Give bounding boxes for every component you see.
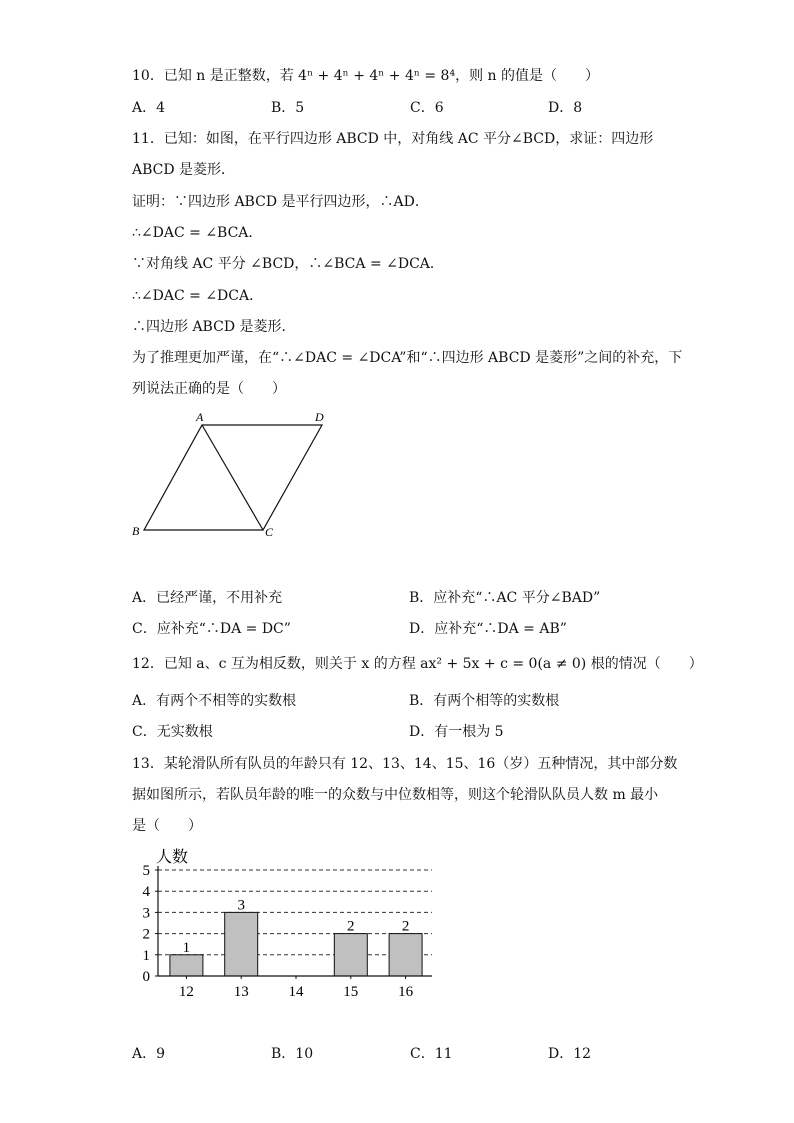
q11-stem-line2: ABCD 是菱形． bbox=[132, 162, 236, 178]
q10-stem: 10．已知 n 是正整数，若 4ⁿ + 4ⁿ + 4ⁿ + 4ⁿ = 8⁴，则 n 的值是（ ） bbox=[132, 68, 599, 84]
q11-option-b[interactable]: B．应补充“∴AC 平分∠BAD” bbox=[409, 590, 601, 606]
q13-stem-line2: 据如图所示，若队员年龄的唯一的众数与中位数相等，则这个轮滑队队员人数 m 最小 bbox=[132, 787, 659, 803]
q13-option-d[interactable]: D．12 bbox=[548, 1046, 592, 1062]
q13-option-c[interactable]: C．11 bbox=[410, 1046, 453, 1062]
q10-option-d[interactable]: D．8 bbox=[548, 100, 583, 116]
diagonal-ac bbox=[202, 425, 263, 530]
q12-option-b[interactable]: B．有两个相等的实数根 bbox=[409, 693, 560, 709]
q11-proof-line5: ∴四边形 ABCD 是菱形． bbox=[132, 319, 296, 335]
vertex-label-d: D bbox=[315, 410, 324, 424]
q12-option-a[interactable]: A．有两个不相等的实数根 bbox=[132, 693, 297, 709]
q13-stem-line3: 是（ ） bbox=[132, 818, 202, 834]
parallelogram-figure bbox=[126, 405, 346, 545]
q11-proof-line1: 证明：∵四边形 ABCD 是平行四边形，∴AD． bbox=[132, 194, 429, 210]
q13-option-a[interactable]: A．9 bbox=[132, 1046, 166, 1062]
x-tick-label: 12 bbox=[178, 984, 194, 1000]
y-tick-label: 1 bbox=[142, 947, 150, 964]
data-label: 1 bbox=[182, 939, 191, 956]
age-bar-chart bbox=[130, 840, 450, 1000]
vertex-label-c: C bbox=[265, 525, 274, 539]
q11-option-d[interactable]: D．应补充“∴DA = AB” bbox=[409, 621, 567, 637]
x-tick-label: 16 bbox=[398, 984, 414, 1000]
vertex-label-a: A bbox=[196, 410, 204, 424]
q11-proof-line4: ∴∠DAC = ∠DCA． bbox=[132, 288, 264, 304]
x-tick-label: 14 bbox=[288, 984, 304, 1000]
y-tick-label: 3 bbox=[142, 905, 150, 922]
bar bbox=[225, 912, 258, 976]
q11-option-c[interactable]: C．应补充“∴DA = DC” bbox=[132, 621, 291, 637]
q11-stem-line1: 11．已知：如图，在平行四边形 ABCD 中，对角线 AC 平分∠BCD，求证：四边形 bbox=[132, 131, 654, 147]
bar bbox=[170, 955, 203, 976]
data-label: 3 bbox=[237, 897, 245, 914]
q13-stem-line1: 13．某轮滑队所有队员的年龄只有 12、13、14、15、16（岁）五种情况，其中部分数 bbox=[132, 756, 678, 772]
bar bbox=[334, 934, 367, 976]
q11-proof-line2: ∴∠DAC = ∠BCA． bbox=[132, 225, 263, 241]
q10-option-c[interactable]: C．6 bbox=[410, 100, 444, 116]
y-tick-label: 4 bbox=[142, 884, 150, 901]
q11-question-line1: 为了推理更加严谨，在“∴∠DAC = ∠DCA”和“∴四边形 ABCD 是菱形”之间的补充，下 bbox=[132, 350, 683, 366]
y-tick-label: 5 bbox=[142, 863, 150, 879]
q13-option-b[interactable]: B．10 bbox=[271, 1046, 314, 1062]
x-tick-label: 15 bbox=[343, 984, 359, 1000]
vertex-label-b: B bbox=[132, 524, 140, 538]
q10-option-b[interactable]: B．5 bbox=[271, 100, 305, 116]
q10-option-a[interactable]: A．4 bbox=[132, 100, 166, 116]
q11-option-a[interactable]: A．已经严谨，不用补充 bbox=[132, 590, 283, 606]
y-tick-label: 0 bbox=[142, 969, 150, 985]
q12-stem: 12．已知 a、c 互为相反数，则关于 x 的方程 ax² + 5x + c = 0(a ≠ 0) 根的情况（ ） bbox=[132, 656, 703, 672]
bar bbox=[389, 934, 422, 976]
q11-question-line2: 列说法正确的是（ ） bbox=[132, 381, 286, 397]
y-tick-label: 2 bbox=[142, 926, 150, 943]
q12-option-c[interactable]: C．无实数根 bbox=[132, 724, 213, 740]
data-label: 2 bbox=[401, 918, 410, 935]
q11-proof-line3: ∵对角线 AC 平分 ∠BCD，∴∠BCA = ∠DCA． bbox=[132, 256, 444, 272]
data-label: 2 bbox=[347, 918, 355, 935]
y-axis-label: 人数 bbox=[156, 849, 189, 866]
x-tick-label: 13 bbox=[233, 984, 249, 1000]
q12-option-d[interactable]: D．有一根为 5 bbox=[409, 724, 504, 740]
